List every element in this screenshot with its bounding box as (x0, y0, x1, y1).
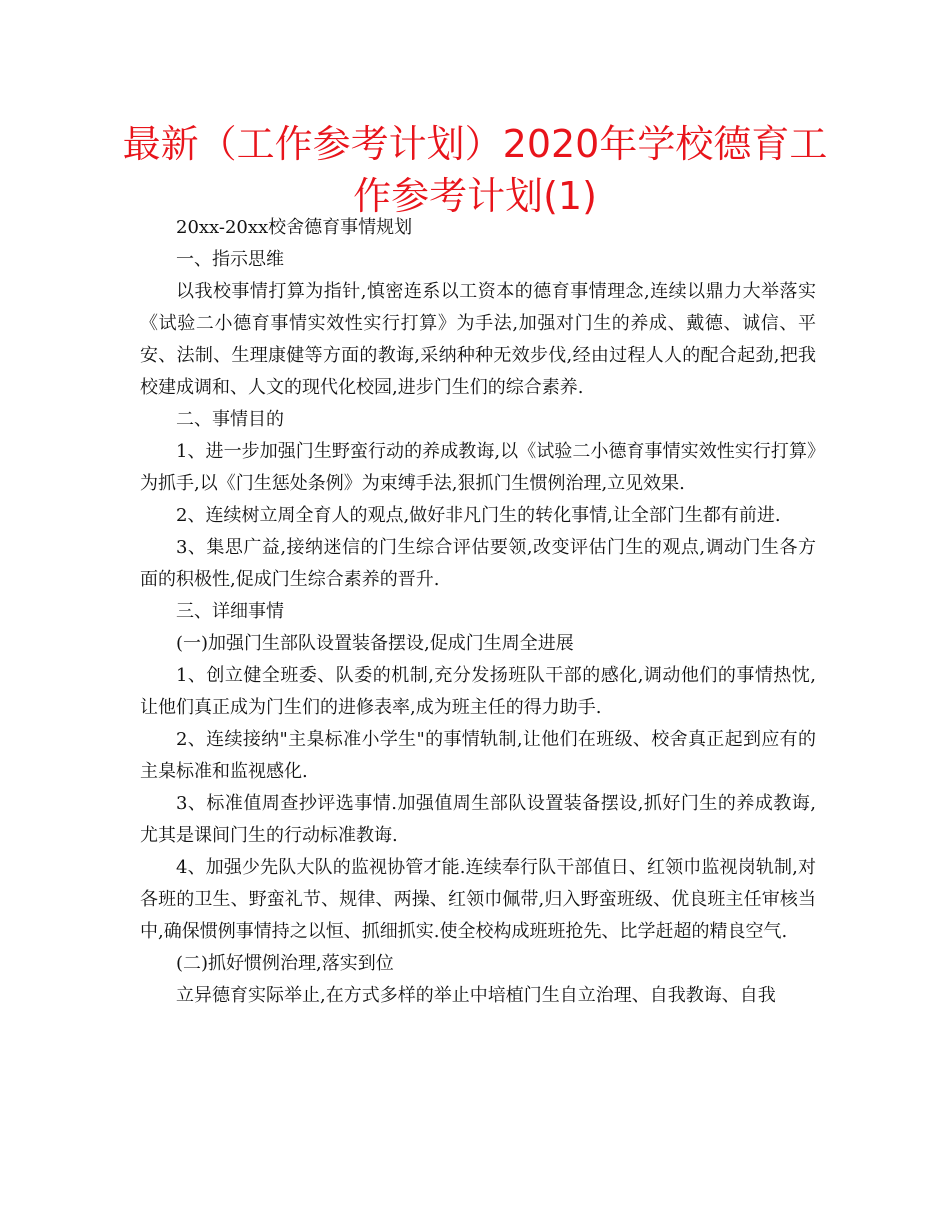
paragraph: 3、标准值周查抄评选事情.加强值周生部队设置装备摆设,抓好门生的养成教诲,尤其是课间门生的行动标准教诲. (140, 793, 816, 846)
section-heading-3: 三、详细事情 (176, 601, 284, 622)
paragraph: 1、创立健全班委、队委的机制,充分发扬班队干部的感化,调动他们的事情热忱,让他们真正成为门生们的进修表率,成为班主任的得力助手. (140, 665, 816, 718)
section-heading-2: 二、事情目的 (176, 409, 284, 430)
title-line-2: 作参考计划(1) (353, 174, 597, 218)
document-body (140, 212, 816, 1012)
document-title (100, 118, 850, 222)
title-line-1: 最新（工作参考计划）2020年学校德育工 (122, 122, 828, 166)
paragraph: 3、集思广益,接纳迷信的门生综合评估要领,改变评估门生的观点,调动门生各方面的积极性,促成门生综合素养的晋升. (140, 537, 816, 590)
paragraph: 1、进一步加强门生野蛮行动的养成教诲,以《试验二小德育事情实效性实行打算》为抓手,以《门生惩处条例》为束缚手法,狠抓门生惯例治理,立见效果. (140, 441, 816, 494)
section-heading-1: 一、指示思维 (176, 249, 284, 270)
paragraph: 立异德育实际举止,在方式多样的举止中培植门生自立治理、自我教诲、自我 (176, 985, 776, 1006)
plan-subtitle: 20xx-20xx校舍德育事情规划 (176, 217, 413, 238)
subsection-heading: (一)加强门生部队设置装备摆设,促成门生周全进展 (176, 633, 574, 654)
paragraph: 2、连续接纳"主臬标准小学生"的事情轨制,让他们在班级、校舍真正起到应有的主臬标准和监视感化. (140, 729, 816, 782)
subsection-heading: (二)抓好惯例治理,落实到位 (176, 953, 394, 974)
paragraph: 4、加强少先队大队的监视协管才能.连续奉行队干部值日、红领巾监视岗轨制,对各班的卫生、野蛮礼节、规律、两操、红领巾佩带,归入野蛮班级、优良班主任审核当中,确保惯例事情持之以恒、抓细抓实.使全校构成班班抢先、比学赶超的精良空气. (140, 857, 816, 942)
paragraph: 2、连续树立周全育人的观点,做好非凡门生的转化事情,让全部门生都有前进. (176, 505, 781, 526)
paragraph: 以我校事情打算为指针,慎密连系以工资本的德育事情理念,连续以鼎力大举落实《试验二小德育事情实效性实行打算》为手法,加强对门生的养成、戴德、诚信、平安、法制、生理康健等方面的教诲,采纳种种无效步伐,经由过程人人的配合起劲,把我校建成调和、人文的现代化校园,进步门生们的综合素养. (140, 281, 816, 398)
